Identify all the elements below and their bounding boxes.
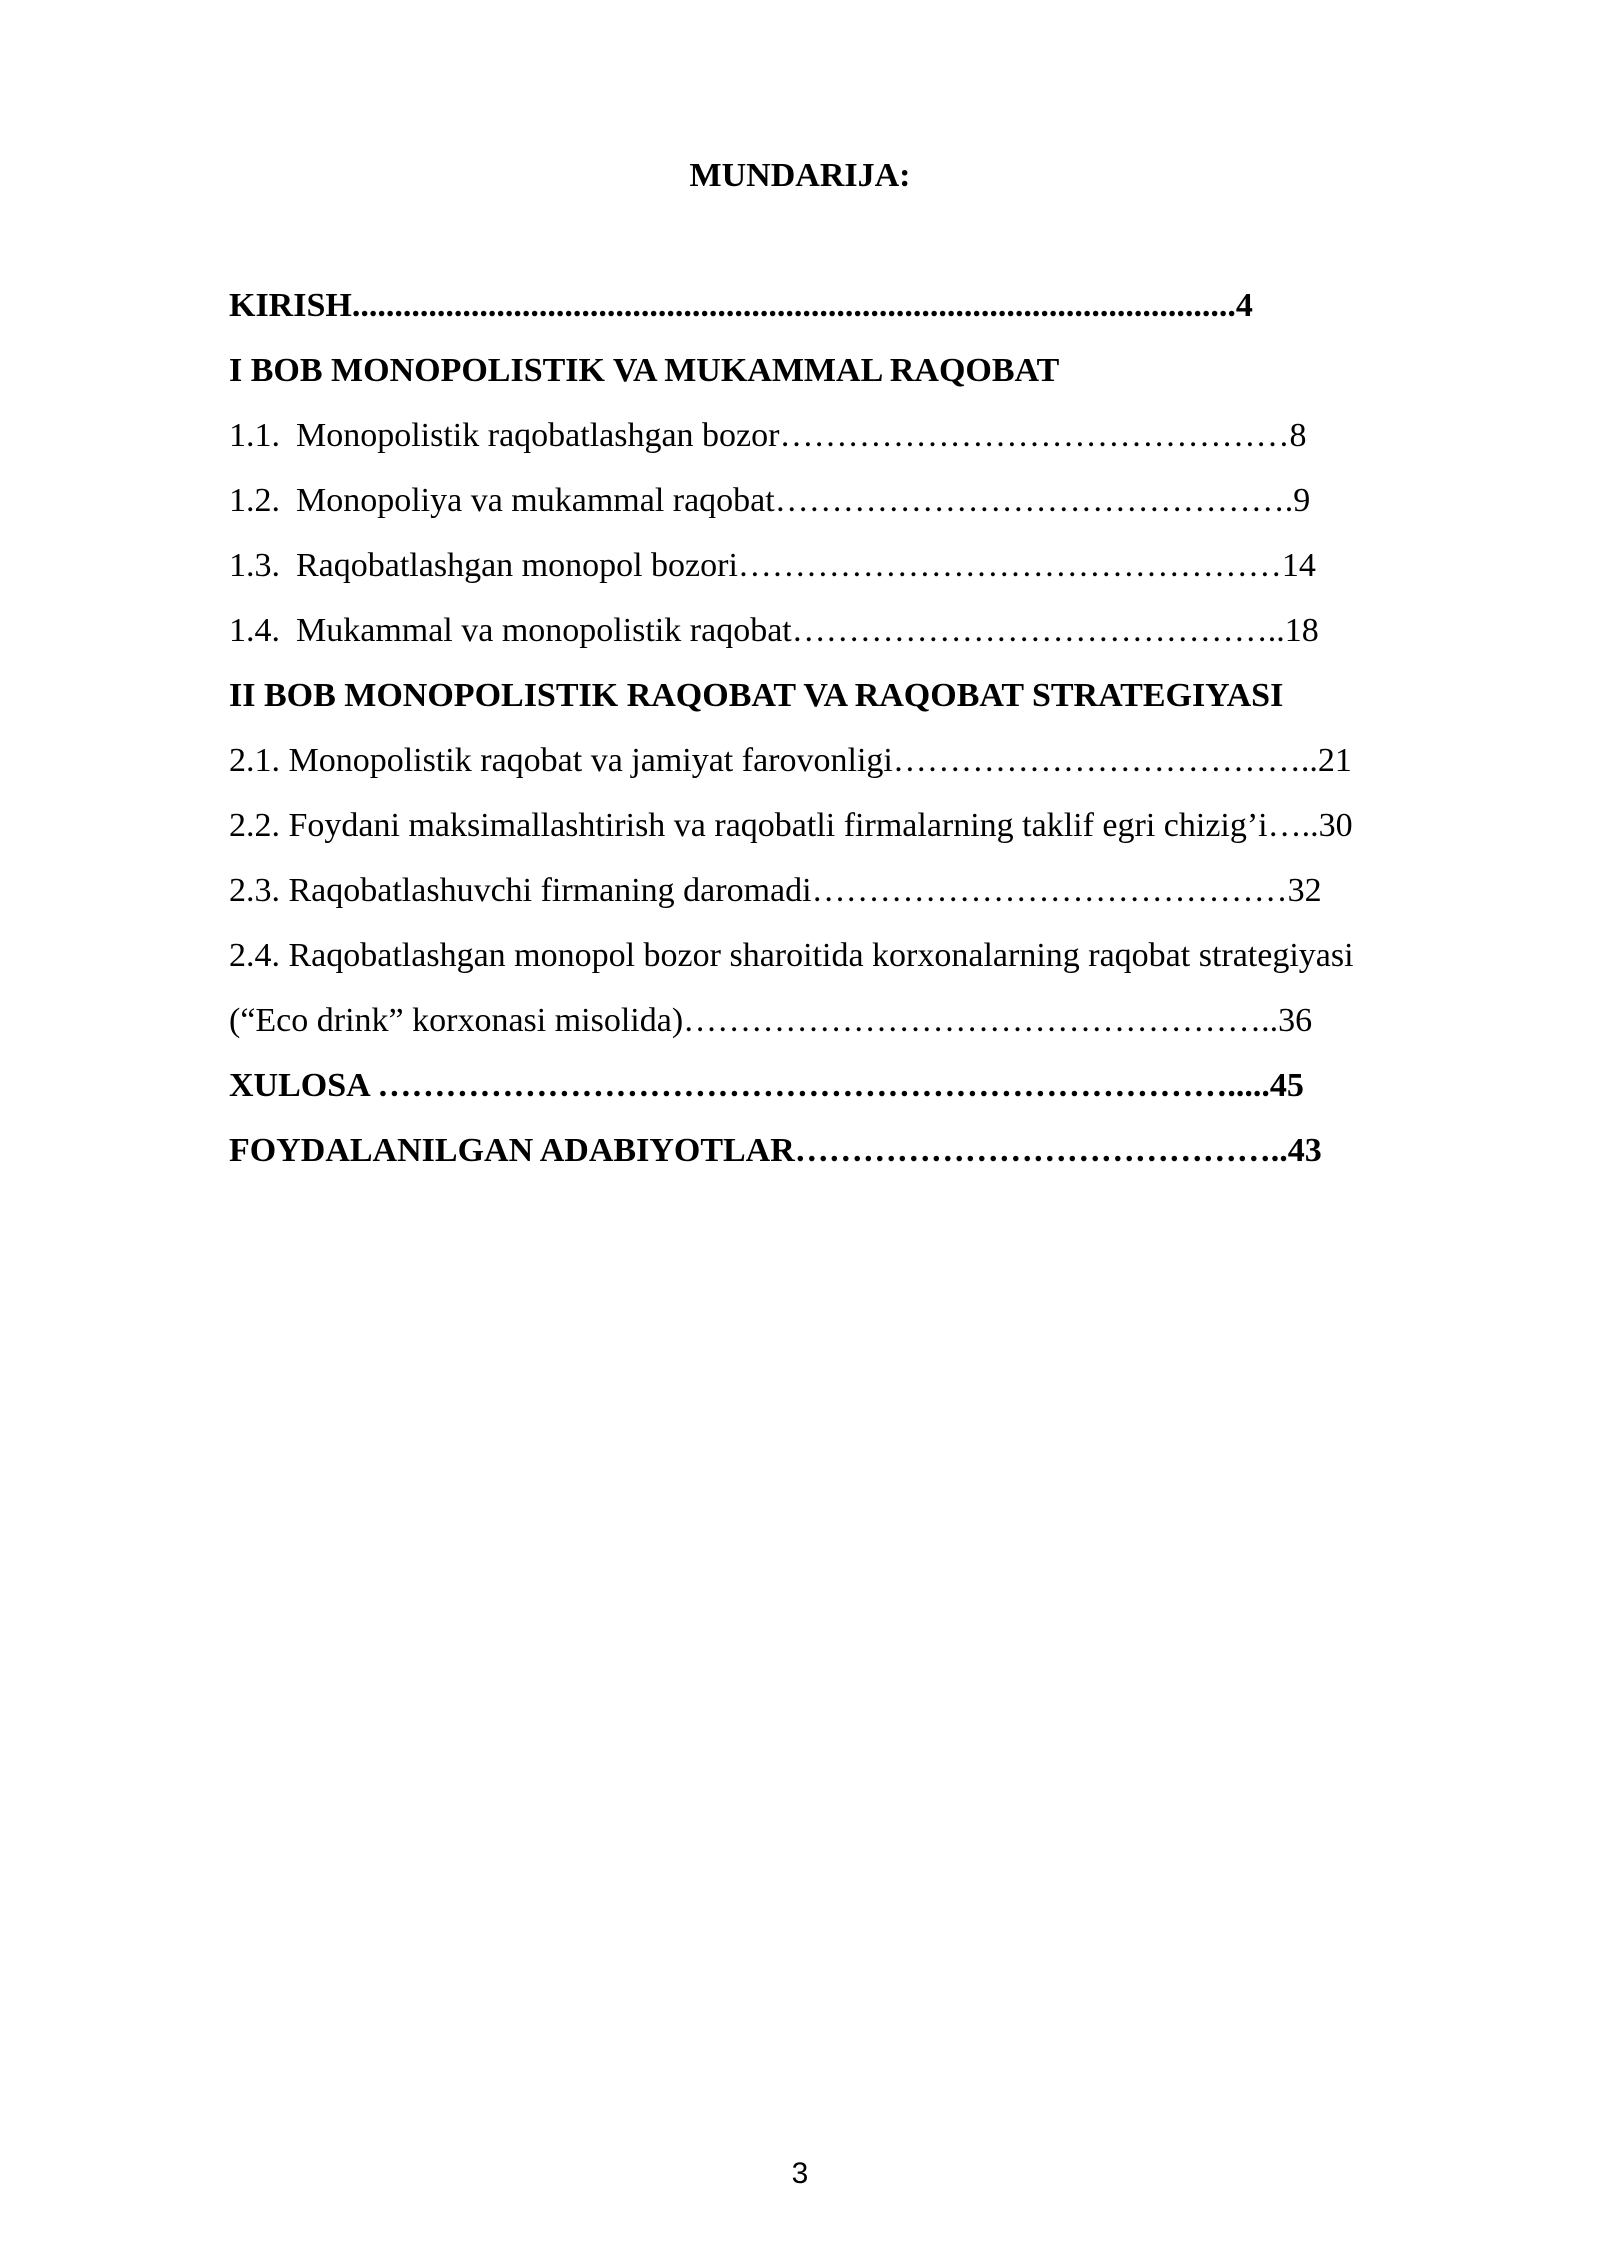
toc-item-label: Mukammal va monopolistik raqobat……………………………………..18 (296, 612, 1319, 649)
toc-item-adabiyotlar: FOYDALANILGAN ADABIYOTLAR……………………………………..43 (229, 1132, 1322, 1169)
toc-item-kirish: KIRISH........................................................................................................4 (229, 287, 1253, 324)
toc-item-2-3: 2.3. Raqobatlashuvchi firmaning daromadi……………………………………32 (229, 872, 1322, 909)
toc-item-number: 1.1. (229, 417, 280, 454)
table-of-contents (229, 284, 1481, 1194)
toc-item-2-4: 2.4. Raqobatlashgan monopol bozor sharoitida korxonalarning raqobat strategiyasi (229, 937, 1354, 974)
page-title: MUNDARIJA: (689, 157, 911, 194)
toc-chapter-1: I BOB MONOPOLISTIK VA MUKAMMAL RAQOBAT (229, 352, 1060, 389)
toc-item-2-1: 2.1. Monopolistik raqobat va jamiyat farovonligi………………………………..21 (229, 742, 1352, 779)
toc-item-1-4 (229, 609, 1481, 674)
toc-item-label: Raqobatlashgan monopol bozori…………………………………………14 (296, 547, 1316, 584)
toc-item-number: 1.2. (229, 482, 280, 519)
toc-item-label: Monopolistik raqobatlashgan bozor………………………………………8 (296, 417, 1307, 454)
toc-chapter-2: II BOB MONOPOLISTIK RAQOBAT VA RAQOBAT STRATEGIYASI (229, 677, 1284, 714)
toc-item-2-4-continued: (“Eco drink” korxonasi misolida)……………………………………………..36 (229, 1002, 1313, 1039)
toc-item-xulosa: XULOSA ………………………………………………………………….....45 (229, 1067, 1304, 1104)
toc-item-number: 1.4. (229, 612, 280, 649)
toc-item-1-1 (229, 414, 1481, 479)
toc-item-1-2 (229, 479, 1481, 544)
toc-item-1-3 (229, 544, 1481, 609)
toc-item-number: 1.3. (229, 547, 280, 584)
page-number: 3 (791, 2157, 809, 2190)
toc-item-2-2: 2.2. Foydani maksimallashtirish va raqobatli firmalarning taklif egri chizig’i…..30 (229, 807, 1353, 844)
toc-item-label: Monopoliya va mukammal raqobat……………………………………….9 (296, 482, 1311, 519)
